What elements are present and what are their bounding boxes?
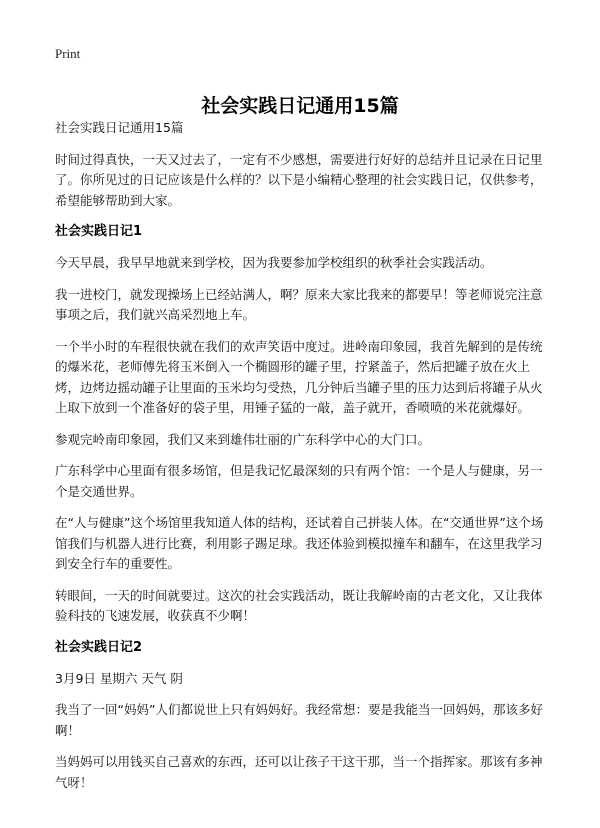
paragraph: 我当了一回“妈妈”人们都说世上只有妈妈好。我经常想：要是我能当一回妈妈，那该多好啊！ bbox=[55, 702, 543, 738]
paragraph: 广东科学中心里面有很多场馆，但是我记忆最深刻的只有两个馆：一个是人与健康，另一个是交通世界。 bbox=[55, 463, 543, 499]
paragraph: 转眼间，一天的时间就要过。这次的社会实践活动，既让我解岭南的古老文化，又让我体验科技的飞速发展，收获真不少啊！ bbox=[55, 587, 543, 623]
paragraph: 参观完岭南印象园，我们又来到雄伟壮丽的广东科学中心的大门口。 bbox=[55, 431, 431, 447]
paragraph: 当妈妈可以用钱买自己喜欢的东西，还可以让孩子干这干那，当一个指挥家。那该有多神气呀！ bbox=[55, 754, 543, 790]
intro-paragraph: 时间过得真快，一天又过去了，一定有不少感想，需要进行好好的总结并且记录在日记里了。你所见过的日记应该是什么样的？以下是小编精心整理的社会实践日记，仅供参考，希望能够帮助到大家。 bbox=[55, 151, 543, 208]
section-heading-2: 社会实践日记2 bbox=[55, 639, 143, 655]
paragraph: 一个半小时的车程很快就在我们的欢声笑语中度过。进岭南印象园，我首先解到的是传统的爆米花，老师傅先将玉米倒入一个椭圆形的罐子里，拧紧盖子，然后把罐子放在火上烤，边烤边摇动罐子让里面的玉米均匀受热，几分钟后当罐子里的压力达到后将罐子从火上取下放到一个准备好的袋子里，用锤子猛的一敲，盖子就开，香喷喷的米花就爆好。 bbox=[55, 338, 543, 415]
paragraph: 在“人与健康”这个场馆里我知道人体的结构，还试着自己拼装人体。在“交通世界”这个场馆我们与机器人进行比赛，利用影子踢足球。我还体验到模拟撞车和翻车，在这里我学习到安全行车的重要性。 bbox=[55, 515, 544, 571]
article-body bbox=[55, 118, 551, 804]
paragraph: 今天早晨，我早早地就来到学校，因为我要参加学校组织的秋季社会实践活动。 bbox=[55, 255, 493, 270]
page-title: 社会实践日记通用15篇 bbox=[201, 94, 399, 117]
section-heading-1: 社会实践日记1 bbox=[55, 224, 143, 239]
paragraph: 我一进校门，就发现操场上已经站满人，啊？原来大家比我来的都要早！等老师说完注意事项之后，我们就兴高采烈地上车。 bbox=[55, 286, 543, 322]
print-link[interactable]: Print bbox=[55, 46, 81, 61]
article-subtitle: 社会实践日记通用15篇 bbox=[55, 120, 184, 135]
diary-date: 3月9日 星期六 天气 阴 bbox=[55, 670, 183, 686]
